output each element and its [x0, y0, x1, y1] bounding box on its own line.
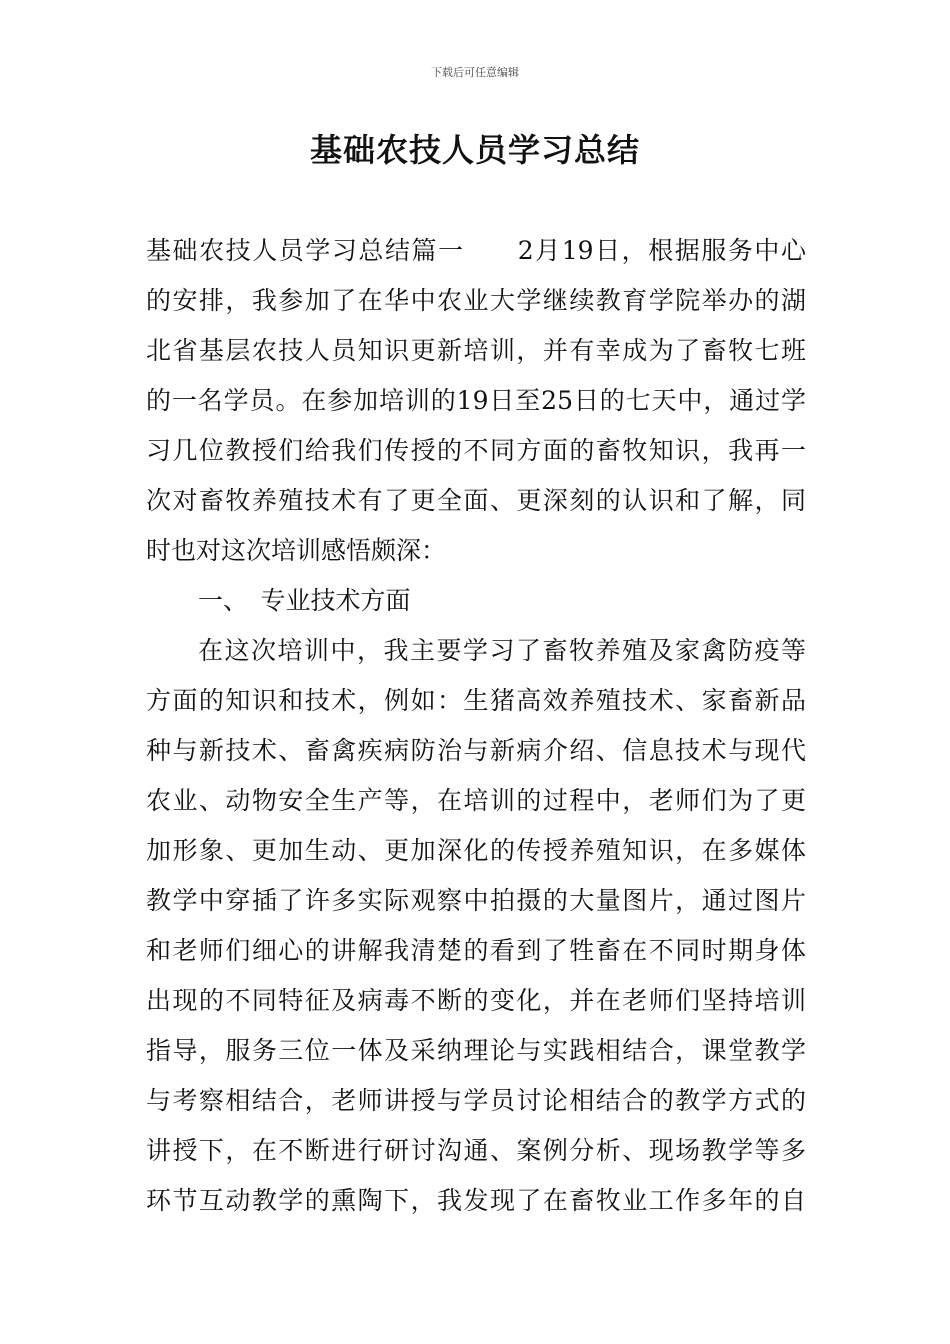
body-line: 讲授下，在不断进行研讨沟通、案例分析、现场教学等多 [146, 1136, 806, 1165]
body-line: 时也对这次培训感悟颇深： [146, 536, 447, 565]
body-line: 北省基层农技人员知识更新培训，并有幸成为了畜牧七班 [146, 336, 806, 365]
body-line: 教学中穿插了许多实际观察中拍摄的大量图片，通过图片 [146, 886, 806, 915]
document-title: 基础农技人员学习总结 [309, 131, 640, 169]
body-line: 种与新技术、畜禽疾病防治与新病介绍、信息技术与现代 [146, 736, 806, 765]
body-line: 与考察相结合，老师讲授与学员讨论相结合的教学方式的 [146, 1086, 806, 1115]
body-line: 次对畜牧养殖技术有了更全面、更深刻的认识和了解，同 [146, 486, 806, 515]
document-body [146, 226, 806, 1226]
body-line: 指导，服务三位一体及采纳理论与实践相结合，课堂教学 [146, 1036, 806, 1065]
body-line: 在这次培训中，我主要学习了畜牧养殖及家禽防疫等 [198, 636, 806, 665]
body-line: 农业、动物安全生产等，在培训的过程中，老师们为了更 [146, 786, 806, 815]
section-heading: 一、 专业技术方面 [198, 586, 411, 615]
body-line: 环节互动教学的熏陶下，我发现了在畜牧业工作多年的自 [146, 1186, 806, 1215]
body-line: 方面的知识和技术，例如：生猪高效养殖技术、家畜新品 [146, 686, 806, 715]
body-line: 加形象、更加生动、更加深化的传授养殖知识，在多媒体 [146, 836, 806, 865]
body-line: 基础农技人员学习总结篇一 2月19日，根据服务中心 [146, 236, 806, 265]
body-line: 的安排，我参加了在华中农业大学继续教育学院举办的湖 [146, 286, 806, 315]
body-line: 的一名学员。在参加培训的19日至25日的七天中，通过学 [146, 386, 806, 415]
body-line: 习几位教授们给我们传授的不同方面的畜牧知识，我再一 [146, 436, 806, 465]
body-line: 和老师们细心的讲解我清楚的看到了牲畜在不同时期身体 [146, 936, 806, 965]
header-note: 下载后可任意编辑 [431, 66, 519, 79]
body-line: 出现的不同特征及病毒不断的变化，并在老师们坚持培训 [146, 986, 806, 1015]
